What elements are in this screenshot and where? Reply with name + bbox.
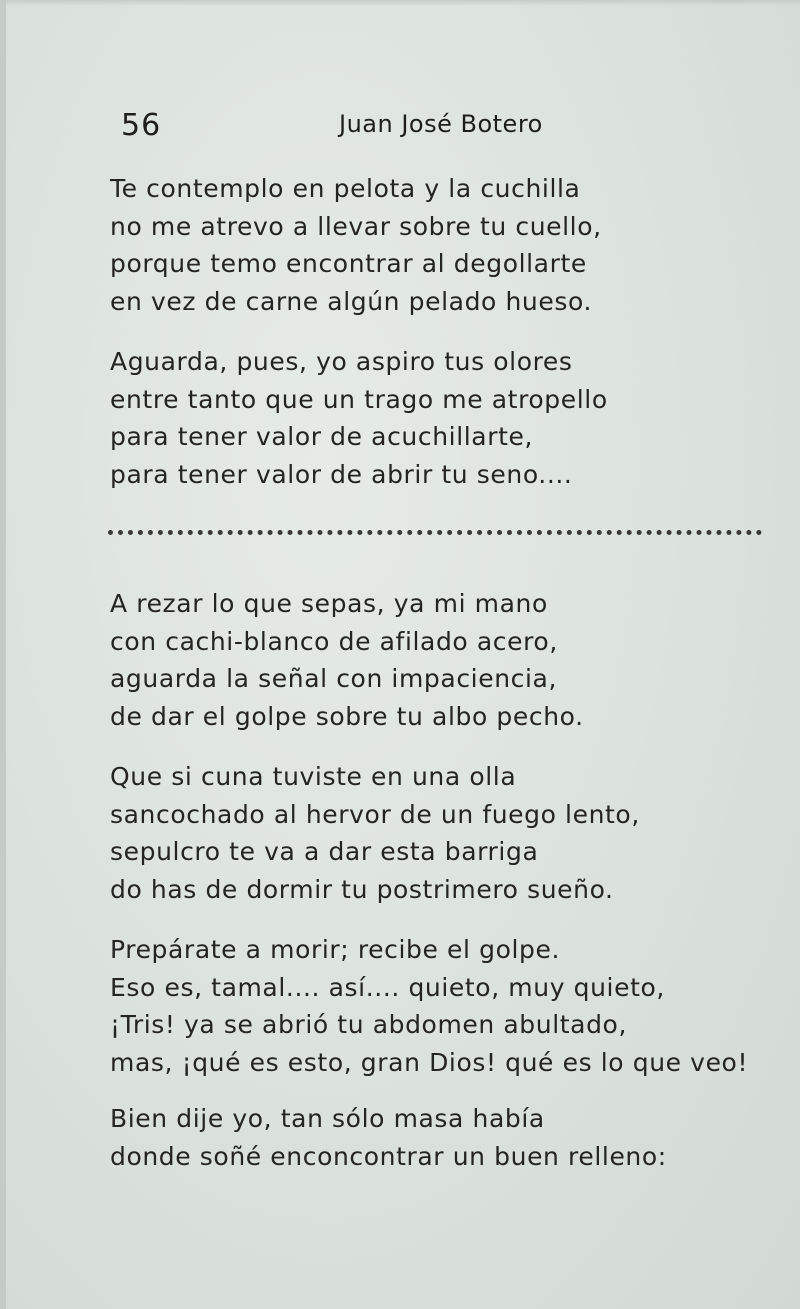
poem-line: para tener valor de acuchillarte, — [110, 422, 534, 451]
stanza-1 — [110, 170, 790, 320]
stanza-2 — [110, 343, 790, 493]
poem-line: aguarda la señal con impaciencia, — [110, 664, 557, 693]
stanza-5 — [110, 931, 790, 1081]
poem-line: do has de dormir tu postrimero sueño. — [110, 874, 614, 904]
poem-line: Te contemplo en pelota y la cuchilla — [110, 174, 581, 203]
poem-line: Prepárate a morir; recibe el golpe. — [110, 935, 561, 964]
stanza-3 — [110, 585, 790, 735]
poem-line: de dar el golpe sobre tu albo pecho. — [110, 701, 584, 731]
poem-line: Aguarda, pues, yo aspiro tus olores — [110, 347, 573, 376]
poem-line: Que si cuna tuviste en una olla — [110, 762, 517, 791]
poem-line: para tener valor de abrir tu seno.... — [110, 459, 573, 489]
poem-line: Bien dije yo, tan sólo masa había — [110, 1104, 545, 1133]
stanza-4 — [110, 758, 790, 908]
poem-line: sancochado al hervor de un fuego lento, — [110, 799, 640, 829]
page-header — [121, 104, 721, 154]
dotted-separator — [108, 516, 762, 535]
poem-line: Eso es, tamal.... así.... quieto, muy quieto, — [110, 972, 665, 1002]
poem-body — [110, 170, 790, 1175]
page-top-edge — [6, 0, 800, 6]
poem-line: donde soñé enconcontrar un buen relleno: — [110, 1141, 667, 1171]
poem-line: sepulcro te va a dar esta barriga — [110, 837, 539, 866]
stanza-6 — [110, 1100, 790, 1175]
poem-line: porque temo encontrar al degollarte — [110, 249, 587, 278]
running-head: Juan José Botero — [339, 110, 543, 138]
poem-line: ¡Tris! ya se abrió tu abdomen abultado, — [110, 1010, 627, 1039]
poem-line: no me atrevo a llevar sobre tu cuello, — [110, 211, 602, 241]
poem-line: en vez de carne algún pelado hueso. — [110, 286, 592, 316]
poem-line: mas, ¡qué es esto, gran Dios! qué es lo que veo! — [110, 1047, 749, 1077]
poem-line: entre tanto que un trago me atropello — [110, 384, 608, 414]
poem-line: con cachi-blanco de afilado acero, — [110, 626, 558, 656]
page-number: 56 — [121, 108, 162, 143]
poem-line: A rezar lo que sepas, ya mi mano — [110, 589, 548, 618]
